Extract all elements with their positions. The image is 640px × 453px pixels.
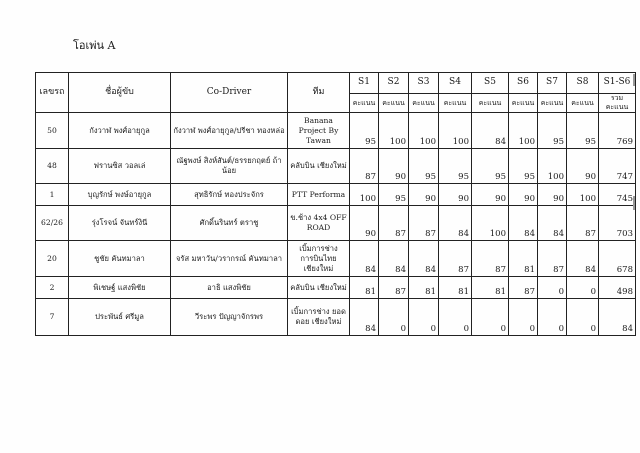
stage-score: 90 [472,184,509,206]
stage-score: 81 [350,277,379,299]
header-driver: ชื่อผู้ขับ [69,73,171,113]
driver-name: ประพันธ์ ศรีมูล [69,299,171,336]
header-total: S1-S6 [599,73,636,94]
stage-score: 95 [350,113,379,149]
score-label: คะแนน [472,94,509,113]
score-label: คะแนน [409,94,439,113]
stage-score: 84 [509,206,538,241]
stage-score: 84 [538,206,567,241]
stage-score: 95 [439,149,472,184]
stage-score: 87 [472,241,509,277]
document-title: โอเพ่น A [73,39,116,52]
codriver-name: จรัส มหาวัน/วรากรณ์ คันทมาลา [171,241,288,277]
stage-score: 0 [409,299,439,336]
car-number: 50 [36,113,69,149]
car-number: 2 [36,277,69,299]
stage-score: 84 [567,241,599,277]
stage-score: 87 [538,241,567,277]
total-score: 498 [599,277,636,299]
codriver-name: กังวาฬ พงศ์อายุกูล/ปรีชา ทองหล่อ [171,113,288,149]
team-name: เบิ้มการช่าง การบินไทย เชียงใหม่ [288,241,350,277]
total-score: 84 [599,299,636,336]
stage-score: 100 [538,149,567,184]
stage-score: 90 [350,206,379,241]
car-number: 62/26 [36,206,69,241]
scan-edge-mark [633,74,635,86]
header-stage: S5 [472,73,509,94]
stage-score: 0 [439,299,472,336]
score-label: คะแนน [538,94,567,113]
stage-score: 100 [509,113,538,149]
stage-score: 87 [379,277,409,299]
team-name: Banana Project By Tawan [288,113,350,149]
table-row [36,206,636,241]
stage-score: 0 [567,299,599,336]
results-table [35,72,636,336]
driver-name: ฟรานซิส วอลเล่ [69,149,171,184]
stage-score: 84 [409,241,439,277]
table-row [36,241,636,277]
driver-name: กังวาฬ พงศ์อายุกูล [69,113,171,149]
team-name: คลับบิน เชียงใหม่ [288,277,350,299]
header-stage: S2 [379,73,409,94]
stage-score: 0 [538,299,567,336]
stage-score: 81 [472,277,509,299]
car-number: 48 [36,149,69,184]
stage-score: 81 [439,277,472,299]
stage-score: 95 [472,149,509,184]
score-label: คะแนน [379,94,409,113]
driver-name: ชูชัย คันทมาลา [69,241,171,277]
header-stage: S6 [509,73,538,94]
team-name: ข.ช้าง 4x4 OFF ROAD [288,206,350,241]
table-row [36,113,636,149]
stage-score: 90 [509,184,538,206]
stage-score: 90 [379,149,409,184]
stage-score: 0 [567,277,599,299]
header-stage: S8 [567,73,599,94]
stage-score: 87 [567,206,599,241]
stage-score: 95 [538,113,567,149]
codriver-name: ณัฐพงษ์ สิงห์สันต์/ธรรยกฤตย์ ถ้าน้อย [171,149,288,184]
total-score: 745 [599,184,636,206]
header-stage: S1 [350,73,379,94]
header-row [36,73,636,94]
stage-score: 100 [409,113,439,149]
stage-score: 84 [439,206,472,241]
stage-score: 84 [350,241,379,277]
stage-score: 100 [350,184,379,206]
stage-score: 95 [509,149,538,184]
stage-score: 95 [409,149,439,184]
stage-score: 90 [409,184,439,206]
total-label: รวมคะแนน [599,94,636,113]
driver-name: รุ่งโรจน์ จันทร์งินี [69,206,171,241]
table-row [36,277,636,299]
total-score: 703 [599,206,636,241]
stage-score: 100 [379,113,409,149]
table-row [36,299,636,336]
stage-score: 87 [409,206,439,241]
driver-name: บุญรักษ์ พงษ์อายุกูล [69,184,171,206]
stage-score: 81 [409,277,439,299]
team-name: PTT Performa [288,184,350,206]
total-score: 678 [599,241,636,277]
table-row [36,184,636,206]
total-score: 769 [599,113,636,149]
stage-score: 0 [472,299,509,336]
stage-score: 0 [538,277,567,299]
table-row [36,149,636,184]
scan-edge-mark [633,196,635,210]
team-name: เบิ้มการช่าง ยอดดอย เชียงใหม่ [288,299,350,336]
stage-score: 90 [567,149,599,184]
stage-score: 84 [350,299,379,336]
stage-score: 95 [567,113,599,149]
total-score: 747 [599,149,636,184]
codriver-name: สุทธิรักษ์ ทองประจักร [171,184,288,206]
stage-score: 0 [379,299,409,336]
stage-score: 81 [509,241,538,277]
codriver-name: วีระพร ปัญญาจักรพร [171,299,288,336]
header-car-no: เลขรถ [36,73,69,113]
stage-score: 100 [567,184,599,206]
stage-score: 100 [439,113,472,149]
driver-name: พิเชษฐ์ แสงพิชัย [69,277,171,299]
codriver-name: ศักดิ์นรินทร์ ตราชู [171,206,288,241]
stage-score: 87 [350,149,379,184]
header-codriver: Co-Driver [171,73,288,113]
stage-score: 90 [538,184,567,206]
stage-score: 100 [472,206,509,241]
stage-score: 84 [472,113,509,149]
score-label: คะแนน [439,94,472,113]
car-number: 7 [36,299,69,336]
stage-score: 90 [439,184,472,206]
stage-score: 87 [439,241,472,277]
stage-score: 87 [509,277,538,299]
team-name: คลับบิน เชียงใหม่ [288,149,350,184]
stage-score: 95 [379,184,409,206]
car-number: 1 [36,184,69,206]
stage-score: 84 [379,241,409,277]
score-label: คะแนน [509,94,538,113]
car-number: 20 [36,241,69,277]
score-label: คะแนน [567,94,599,113]
header-team: ทีม [288,73,350,113]
score-label: คะแนน [350,94,379,113]
header-stage: S7 [538,73,567,94]
header-stage: S3 [409,73,439,94]
codriver-name: อาธิ แสงพิชัย [171,277,288,299]
header-stage: S4 [439,73,472,94]
stage-score: 87 [379,206,409,241]
stage-score: 0 [509,299,538,336]
